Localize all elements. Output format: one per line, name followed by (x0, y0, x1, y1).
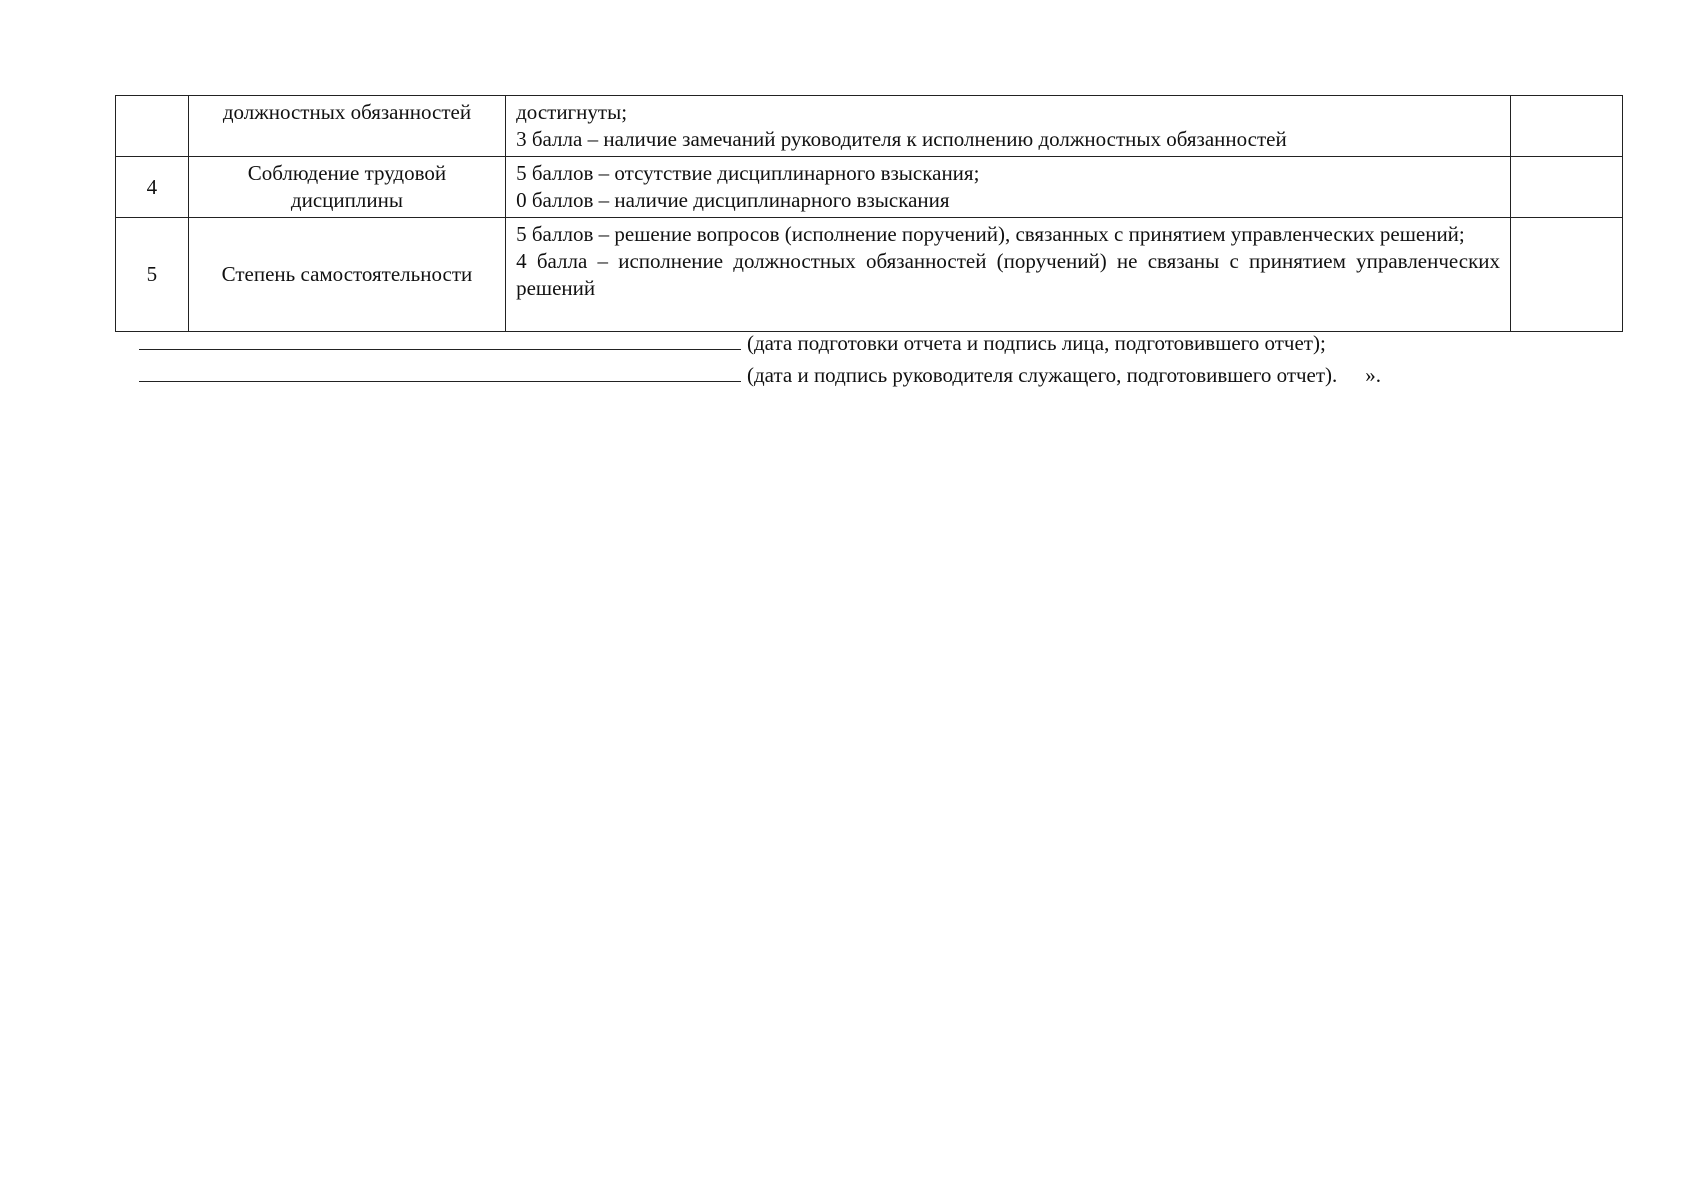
signature-blank (139, 359, 741, 382)
table-row (116, 157, 1623, 218)
description-cell (506, 157, 1511, 218)
description-line: 3 балла – наличие замечаний руководителя к исполнению должностных обязанностей (516, 127, 1287, 151)
signature-blank (139, 327, 741, 350)
criterion-cell: должностных обязанностей (188, 96, 505, 157)
row-number: 5 (116, 218, 189, 332)
description-cell (506, 218, 1511, 332)
score-cell (1511, 218, 1623, 332)
signature-caption: (дата подготовки отчета и подпись лица, подготовившего отчет); (747, 331, 1326, 355)
signature-line-manager (139, 359, 1381, 389)
description-line: 5 баллов – решение вопросов (исполнение поручений), связанных с принятием управленческих решений; (516, 222, 1465, 246)
table-row (116, 218, 1623, 332)
description-line: 4 балла – исполнение должностных обязанностей (поручений) не связаны с принятием управленческих решений (516, 249, 1501, 300)
signature-caption: (дата и подпись руководителя служащего, подготовившего отчет). (747, 363, 1338, 387)
table-row (116, 96, 1623, 157)
description-line: 5 баллов – отсутствие дисциплинарного взыскания; (516, 161, 980, 185)
score-cell (1511, 157, 1623, 218)
description-line: 0 баллов – наличие дисциплинарного взыскания (516, 188, 950, 212)
criterion-cell: Степень самостоятельности (188, 218, 505, 332)
score-cell (1511, 96, 1623, 157)
row-number: 4 (116, 157, 189, 218)
description-line: достигнуты; (516, 100, 628, 124)
evaluation-table (115, 95, 1623, 332)
closing-quote: ». (1365, 363, 1382, 387)
description-cell (506, 96, 1511, 157)
signature-line-preparer (139, 327, 1326, 357)
row-number (116, 96, 189, 157)
criterion-cell: Соблюдение трудовой дисциплины (188, 157, 505, 218)
